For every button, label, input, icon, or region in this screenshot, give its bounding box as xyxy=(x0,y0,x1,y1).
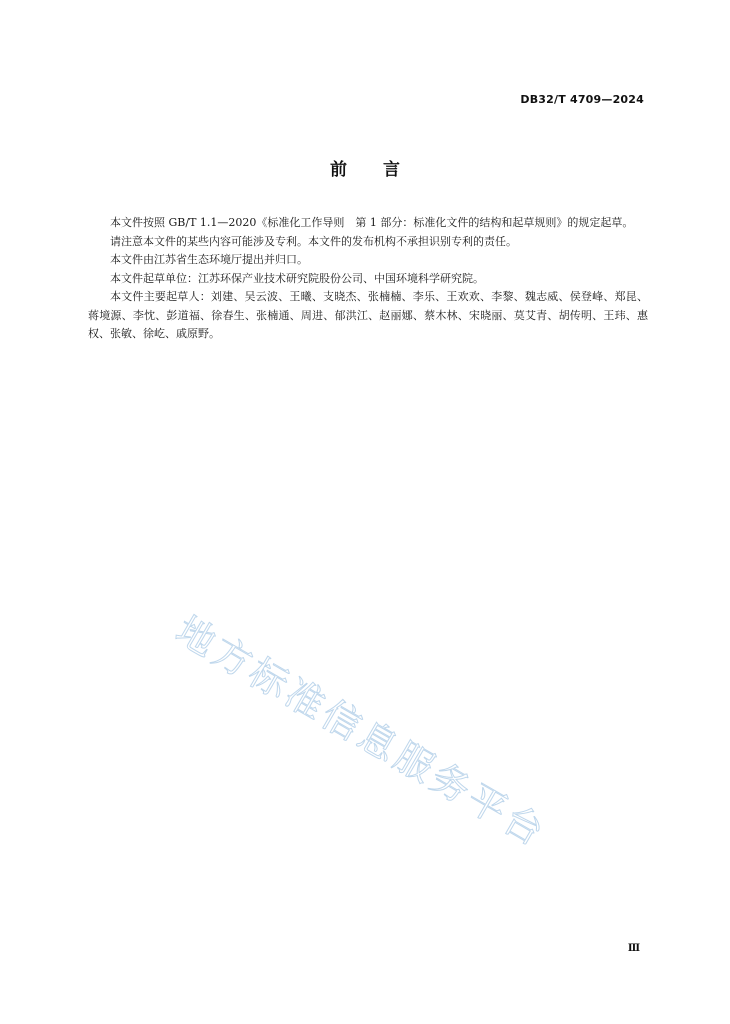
paragraph-drafting-units: 本文件起草单位：江苏环保产业技术研究院股份公司、中国环境科学研究院。 xyxy=(110,271,484,285)
foreword-body xyxy=(88,214,648,344)
page-number: Ⅲ xyxy=(627,943,640,954)
page-title: 前言 xyxy=(330,160,436,180)
paragraph-drafters: 本文件主要起草人：刘建、吴云波、王曦、支晓杰、张楠楠、李乐、王欢欢、李黎、魏志威、侯登峰、郑昆、蒋境源、李忱、彭道福、徐春生、张楠通、周进、郁洪江、赵丽娜、蔡木林、宋晓丽、莫艾青、胡传明、王玮、惠权、张敏、徐屹、戚原野。 xyxy=(88,290,648,340)
paragraph-drafting-rules: 本文件按照 GB/T 1.1—2020《标准化工作导则 第 1 部分：标准化文件的结构和起草规则》的规定起草。 xyxy=(110,216,634,229)
paragraph-patent-notice: 请注意本文件的某些内容可能涉及专利。本文件的发布机构不承担识别专利的责任。 xyxy=(110,234,517,248)
standard-number: DB32/T 4709—2024 xyxy=(520,93,644,106)
paragraph-proposer: 本文件由江苏省生态环境厅提出并归口。 xyxy=(110,253,308,266)
watermark: 地方标准信息服务平台 xyxy=(168,607,555,856)
